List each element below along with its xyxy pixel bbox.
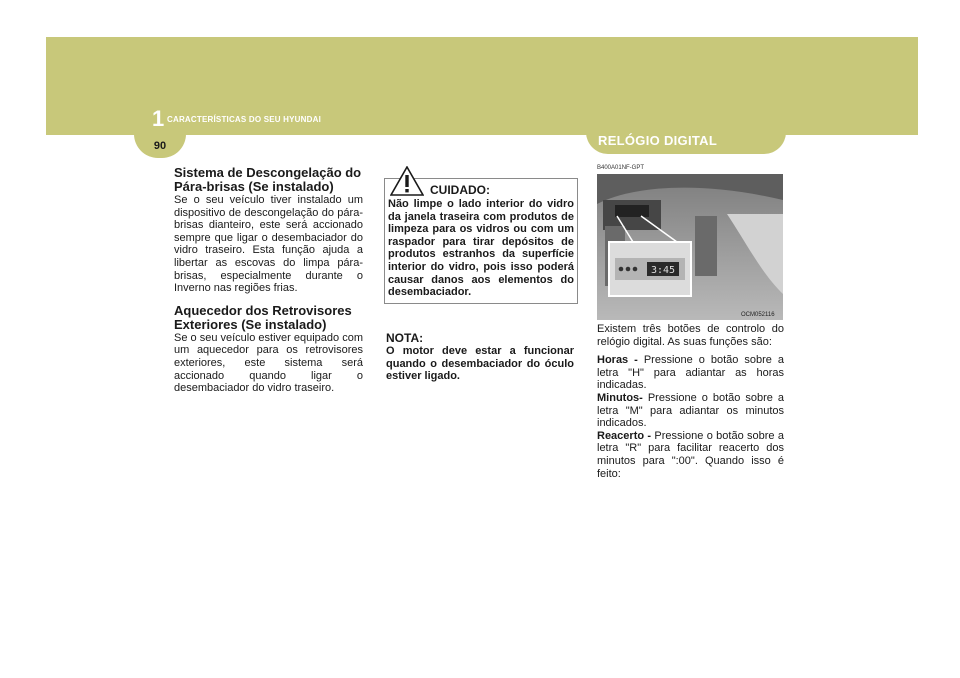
note-text: O motor deve estar a funcionar quando o desembaciador do óculo estiver ligado. [386, 345, 574, 383]
item-hours [597, 354, 784, 392]
item-reset-desc: Pressione o botão sobre a letra "R" para facilitar reacerto dos minutos para ":00". Quando isso é feito: [597, 429, 784, 480]
caution-title: CUIDADO: [430, 183, 490, 197]
page-number: 90 [153, 140, 167, 152]
section-title: RELÓGIO DIGITAL [598, 133, 718, 148]
paragraph-mirror-heater: Se o seu veículo estiver equipado com um aquecedor para os retrovisores exteriores, este sistema será accionado quando ligar o desembaciador do vidro traseiro. [174, 331, 363, 395]
paragraph-defroster: Se o seu veículo tiver instalado um dispositivo de descongelação do pára-brisas dianteiro, este será accionado sempre que ligar o desembaciador do vidro traseiro. Esta função ajuda a libertar as escovas do limpa pára-brisas, especialmente durante o Inverno nas regiões frias. [174, 194, 363, 295]
dashboard-clock-illustration [597, 174, 783, 320]
item-reset-term: Reacerto - [597, 429, 652, 442]
item-hours-term: Horas - [597, 354, 638, 367]
item-minutes-desc: Pressione o botão sobre a letra "M" para adiantar os minutos indicados. [597, 391, 784, 430]
left-column [174, 166, 363, 395]
item-reset [597, 430, 784, 480]
dashboard-photo [597, 174, 783, 320]
section-code: B400A01NF-GPT [597, 165, 645, 171]
chapter-title: CARACTERÍSTICAS DO SEU HYUNDAI [167, 115, 322, 124]
note-title: NOTA: [386, 331, 424, 345]
clock-display: 3:45 [650, 265, 676, 276]
item-hours-desc: Pressione o botão sobre a letra "H" para adiantar as horas indicadas. [597, 354, 784, 392]
right-column [597, 323, 784, 480]
item-minutes [597, 392, 784, 430]
chapter-number: 1 [152, 106, 165, 131]
item-minutes-term: Minutos- [597, 391, 643, 404]
photo-label: OCM052116 [741, 312, 775, 318]
heading-mirror-heater: Aquecedor dos Retrovisores Exteriores (Se instalado) [174, 302, 352, 332]
heading-defroster: Sistema de Descongelação do Pára-brisas (Se instalado) [174, 165, 362, 194]
warning-triangle-icon [390, 166, 424, 196]
caution-text: Não limpe o lado interior do vidro da janela traseira com produtos de limpeza para os vidros ou com um raspador para tirar depósitos de produtos estranhos da superfície interior do vidro, pois isso poderá causar danos aos elementos do desembaciador. [388, 198, 574, 299]
clock-intro: Existem três botões de controlo do relógio digital. As suas funções são: [597, 323, 784, 348]
